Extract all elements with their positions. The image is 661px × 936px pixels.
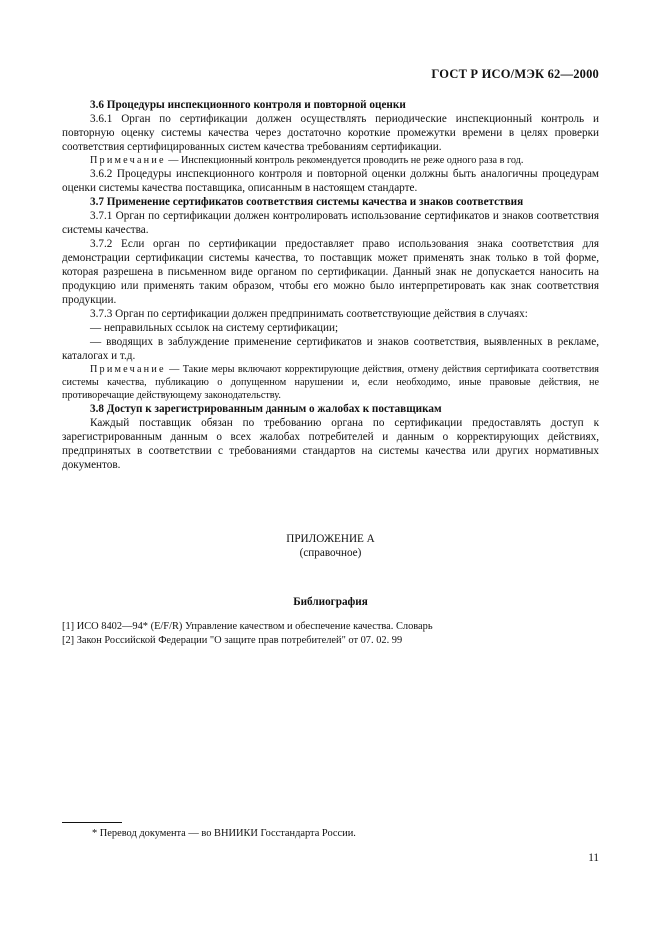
list-item: — вводящих в заблуждение применение сертификатов и знаков соответствия, выявленных в рекламе, каталогах и т.д. — [62, 336, 599, 362]
paragraph-3-8: Каждый поставщик обязан по требованию органа по сертификации предоставлять доступ к зарегистрированным данным о всех жалобах потребителей и данным о корректирующих действиях, предпринятых в соответствии с требованиями стандартов на системы качества или других нормативных документов. — [62, 417, 599, 471]
section-3-6-heading: 3.6 Процедуры инспекционного контроля и повторной оценки — [90, 99, 406, 111]
footnote: * Перевод документа — во ВНИИКИ Госстандарта России. — [92, 828, 356, 839]
section-3-8-heading: 3.8 Доступ к зарегистрированным данным о жалобах к поставщикам — [90, 403, 442, 415]
appendix-subtitle: (справочное) — [299, 547, 362, 559]
note-3-7 — [62, 363, 599, 402]
note-label: Примечание — [90, 364, 166, 375]
note-text: — Такие меры включают корректирующие действия, отмену действия сертификата соответствия системы качества, публикацию о допущенном нарушении и, если необходимо, иные правовые действия, не противоречащие действующему законодательству. — [62, 364, 599, 401]
bibliography-item: [1] ИСО 8402—94* (E/F/R) Управление качеством и обеспечение качества. Словарь — [62, 621, 433, 632]
document-header: ГОСТ Р ИСО/МЭК 62—2000 — [431, 67, 599, 81]
note-text: — Инспекционный контроль рекомендуется проводить не реже одного раза в год. — [165, 155, 524, 166]
paragraph-3-7-1: 3.7.1 Орган по сертификации должен контролировать использование сертификатов и знаков соответствия системы качества. — [62, 210, 599, 236]
bibliography-item: [2] Закон Российской Федерации "О защите прав потребителей" от 07. 02. 99 — [62, 635, 403, 646]
bibliography-title: Библиография — [293, 596, 368, 608]
paragraph-3-6-1: 3.6.1 Орган по сертификации должен осуществлять периодические инспекционный контроль и повторную оценку системы качества через достаточно короткие промежутки времени в целях проверки соответствия сертифицированных систем качества требованиям сертификации. — [62, 113, 599, 153]
note-3-6 — [62, 154, 599, 167]
bibliography-list — [62, 620, 433, 648]
appendix-title: ПРИЛОЖЕНИЕ А — [286, 533, 375, 545]
footnote-divider — [62, 822, 122, 823]
paragraph-3-6-2: 3.6.2 Процедуры инспекционного контроля и повторной оценки должны быть аналогичны процедурам оценки системы качества поставщика, описанным в настоящем стандарте. — [62, 168, 599, 194]
list-item: — неправильных ссылок на систему сертификации; — [90, 322, 339, 334]
paragraph-3-7-2: 3.7.2 Если орган по сертификации предоставляет право использования знака соответствия для демонстрации сертификации системы качества, то поставщик может применять знак только в той форме, которая разрешена в письменном виде органом по сертификации. Данный знак не допускается наносить на продукцию или применять таким образом, чтобы его можно было интерпретировать как знак соответствия продукции. — [62, 238, 599, 306]
main-text — [62, 98, 599, 472]
paragraph-3-7-3: 3.7.3 Орган по сертификации должен предпринимать соответствующие действия в случаях: — [90, 308, 528, 320]
note-label: Примечание — [90, 155, 166, 166]
section-3-7-heading: 3.7 Применение сертификатов соответствия системы качества и знаков соответствия — [90, 196, 524, 208]
page-number: 11 — [588, 852, 599, 864]
